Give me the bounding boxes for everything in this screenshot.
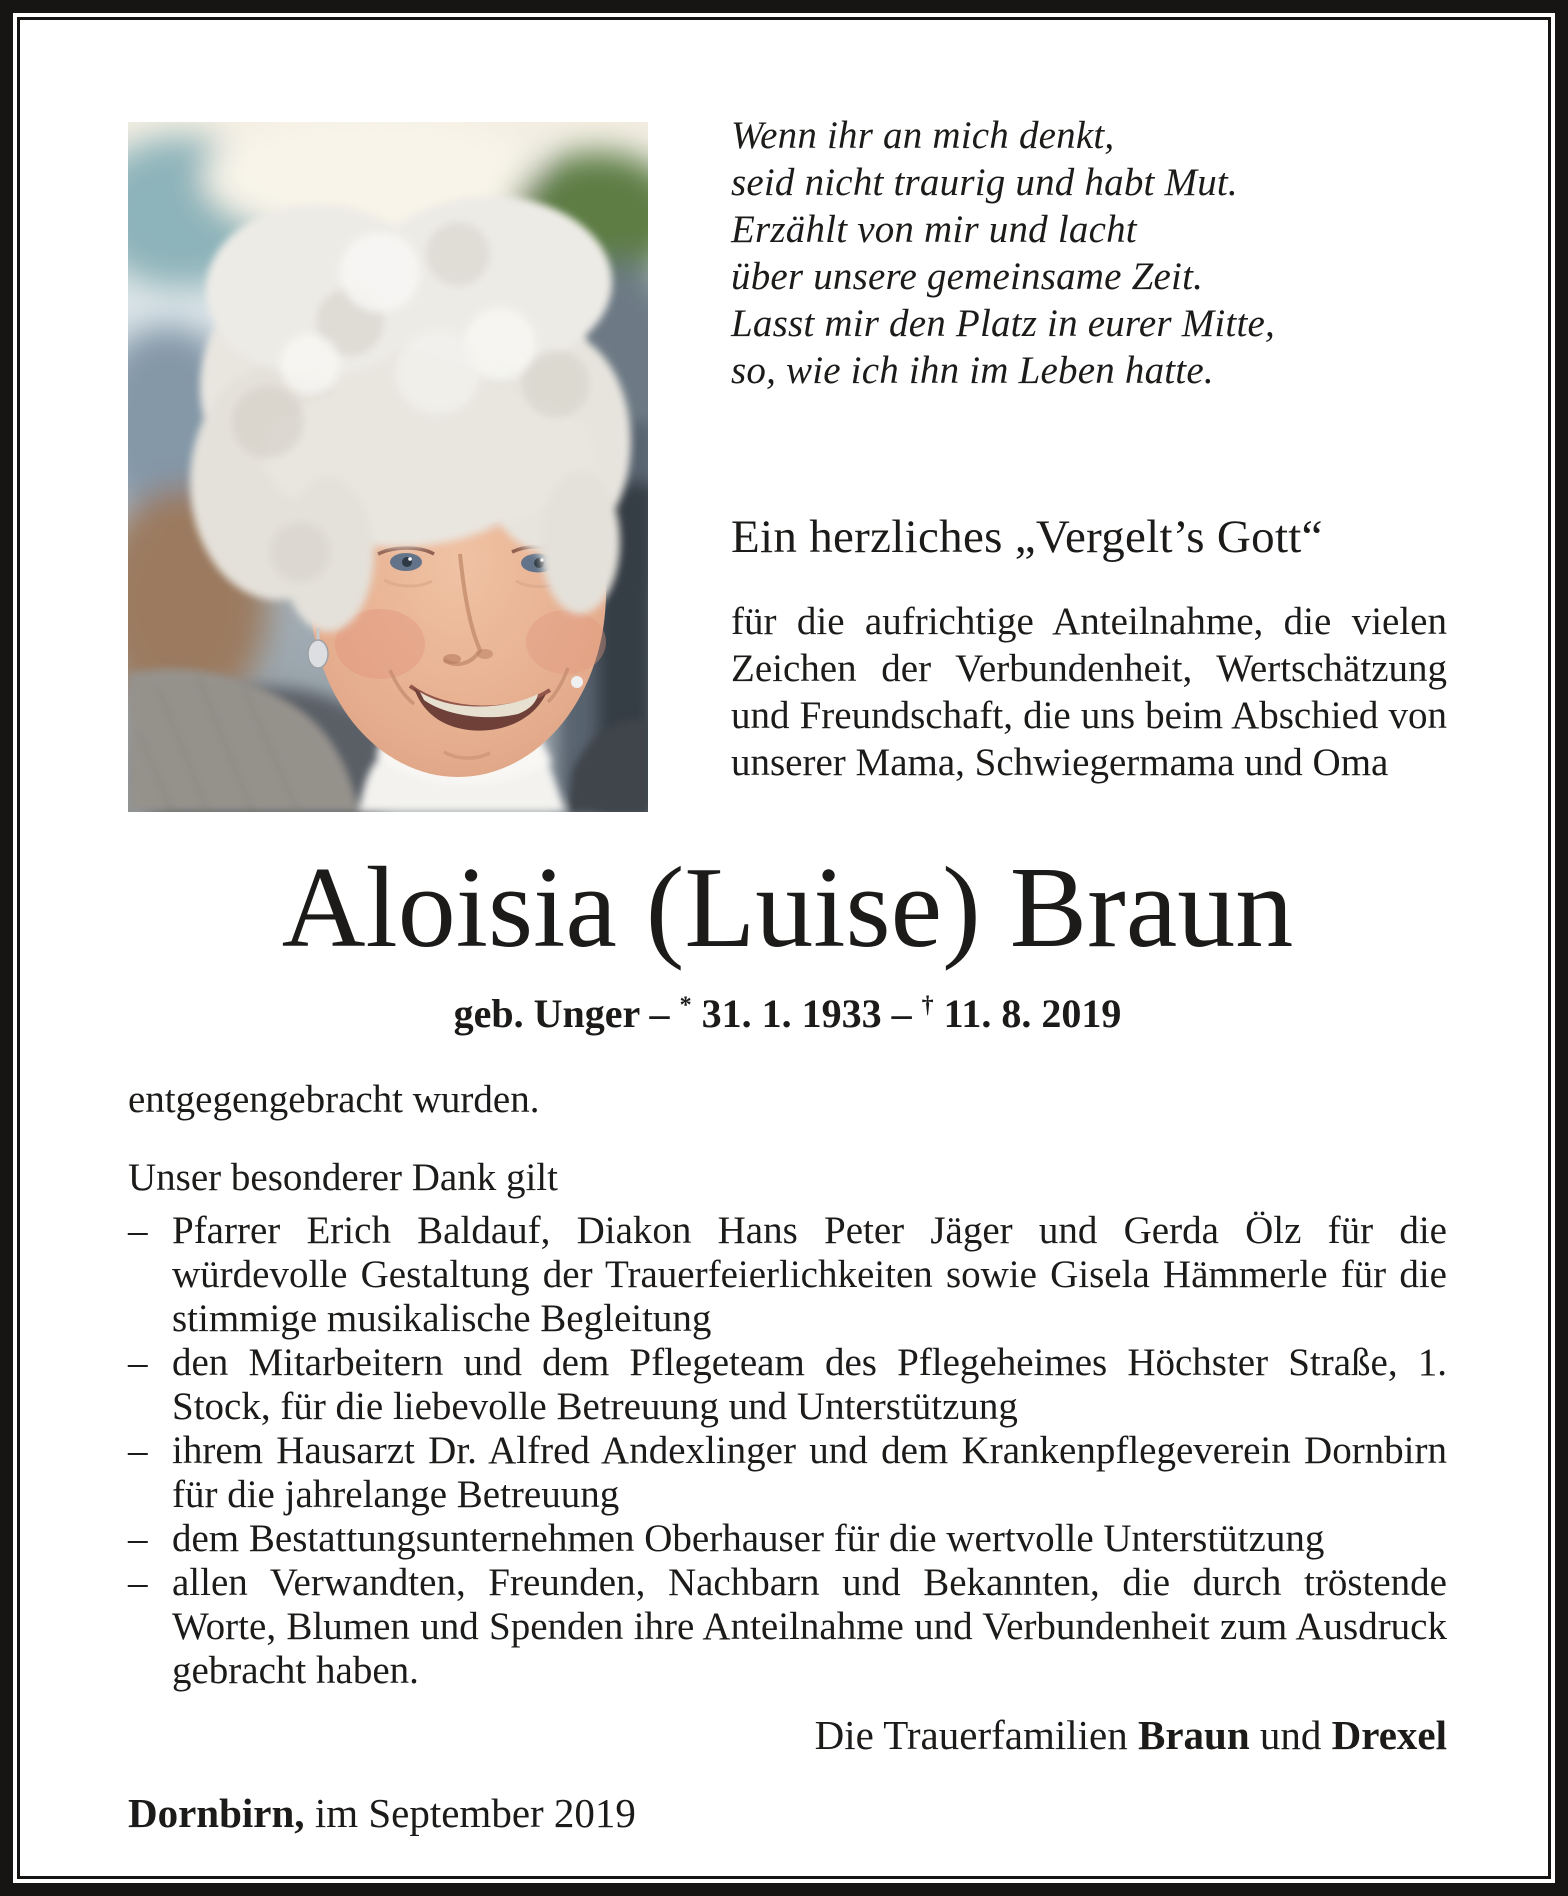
memorial-poem (731, 112, 1275, 394)
deceased-name: Aloisia (Luise) Braun (281, 844, 1294, 972)
thanks-item (128, 1341, 1447, 1429)
condolence-heading: Ein herzliches „Vergelt’s Gott“ (731, 511, 1323, 563)
family-name-braun: Braun (1137, 1712, 1250, 1758)
thanks-item-text: dem Bestattungsunternehmen Oberhauser für die wertvolle Unterstützung (172, 1517, 1325, 1560)
list-bullet: – (128, 1429, 148, 1472)
thanks-item (128, 1429, 1447, 1517)
list-bullet: – (128, 1209, 148, 1252)
continuation-text: entgegengebracht wurden. (128, 1078, 540, 1121)
closing-date: im September 2019 (314, 1790, 636, 1836)
dates-line (128, 990, 1447, 1037)
thanks-item (128, 1561, 1447, 1693)
thanks-intro: Unser besonderer Dank gilt (128, 1156, 558, 1199)
poem-line: über unsere gemeinsame Zeit. (731, 255, 1204, 298)
thanks-item (128, 1209, 1447, 1341)
thanks-item-text: ihrem Hausarzt Dr. Alfred Andexlinger und dem Krankenpflegeverein Dornbirn für die jahrelange Betreuung (172, 1429, 1447, 1516)
lower-section (128, 1078, 1447, 1835)
poem-line: Wenn ihr an mich denkt, (731, 114, 1115, 157)
poem-line: seid nicht traurig und habt Mut. (731, 161, 1238, 204)
poem-line: Erzählt von mir und lacht (731, 208, 1137, 251)
list-bullet: – (128, 1517, 148, 1560)
intro-paragraph: für die aufrichtige Anteilnahme, die vielen Zeichen der Verbundenheit, Wertschätzung und Freundschaft, die uns beim Abschied von unserer Mama, Schwiegermama und Oma (731, 600, 1447, 784)
list-bullet: – (128, 1561, 148, 1604)
poem-line: so, wie ich ihn im Leben hatte. (731, 349, 1214, 392)
place-name: Dornbirn, (128, 1790, 305, 1836)
birth-symbol: * (679, 992, 692, 1019)
list-bullet: – (128, 1341, 148, 1384)
portrait-photo-svg (128, 122, 648, 812)
family-conjunction: und (1259, 1712, 1322, 1758)
thanks-list (128, 1209, 1447, 1693)
birth-date: 31. 1. 1933 – (701, 991, 912, 1036)
place-date-line (128, 1791, 1447, 1835)
death-symbol: † (921, 992, 934, 1019)
maiden-name: geb. Unger – (453, 991, 670, 1036)
portrait-photo (128, 122, 648, 812)
thanks-item-text: allen Verwandten, Freunden, Nachbarn und Bekannten, die durch tröstende Worte, Blumen und Spenden ihre Anteilnahme und Verbundenheit zum Ausdruck gebracht haben. (172, 1561, 1447, 1692)
family-name-drexel: Drexel (1331, 1712, 1447, 1758)
thanks-item-text: den Mitarbeitern und dem Pflegeteam des Pflegeheimes Höchster Straße, 1. Stock, für die liebevolle Betreuung und Unterstützung (172, 1341, 1447, 1428)
family-prefix: Die Trauerfamilien (814, 1712, 1128, 1758)
death-date: 11. 8. 2019 (943, 991, 1122, 1036)
family-signature (128, 1713, 1447, 1757)
poem-line: Lasst mir den Platz in eurer Mitte, (731, 302, 1275, 345)
thanks-item-text: Pfarrer Erich Baldauf, Diakon Hans Peter Jäger und Gerda Ölz für die würdevolle Gestaltung der Trauerfeierlichkeiten sowie Gisela Hämmerle für die stimmige musikalische Begleitung (172, 1209, 1447, 1340)
thanks-item (128, 1517, 1447, 1561)
